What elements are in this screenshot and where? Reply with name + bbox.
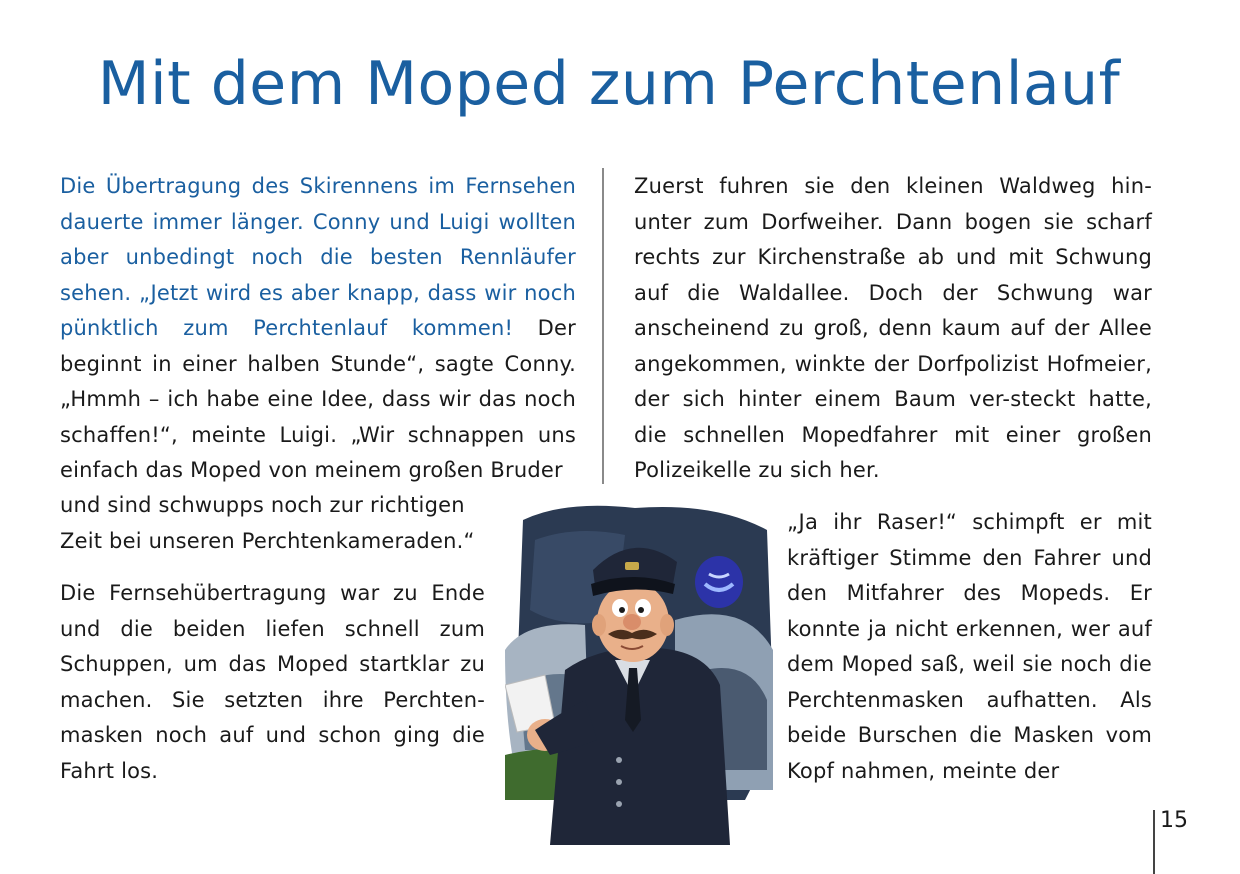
page-title: Mit dem Moped zum Perchtenlauf <box>97 49 1121 119</box>
paragraph-waldweg: Zuerst fuhren sie den kleinen Waldweg hin-unter zum Dorfweiher. Dann bogen sie scharf rechts zur Kirchenstraße ab und mit Schwung auf die Waldallee. Doch der Schwung war anscheinend zu groß, denn kaum auf der Allee angekommen, winkte der Dorfpolizist Hofmeier, der sich hinter einem Baum ver-steckt hatte, die schnellen Mopedfahrer mit einer großen Polizeikelle zu sich her. <box>634 174 1152 482</box>
page-number: 15 <box>1160 808 1188 833</box>
column-divider <box>602 168 604 484</box>
intro-blue-text: Die Übertragung des Skirennens im Fernsehen dauerte immer länger. Conny und Luigi wollten aber unbedingt noch die besten Rennläufer sehen. „Jetzt wird es aber knapp, dass wir noch pünktlich zum Perchtenlauf kommen! <box>60 174 576 340</box>
right-column-paragraph-2 <box>787 505 1152 789</box>
intro-continued-text: und sind schwupps noch zur richtigen Zeit bei unseren Perchtenkameraden.“ <box>60 493 475 553</box>
left-column-intro <box>60 169 576 489</box>
page-number-rule <box>1153 810 1155 874</box>
paragraph-raser: „Ja ihr Raser!“ schimpft er mit kräftiger Stimme den Fahrer und den Mitfahrer des Mopeds. Er konnte ja nicht erkennen, wer auf dem Moped saß, weil sie noch die Perchtenmasken aufhatten. Als beide Burschen die Masken vom Kopf nahmen, meinte der <box>787 510 1152 783</box>
left-column-intro-continued <box>60 488 485 559</box>
intro-paragraph <box>60 169 576 489</box>
policeman-illustration <box>505 500 775 845</box>
paragraph-fernsehuebertragung: Die Fernsehübertragung war zu Ende und die beiden liefen schnell zum Schuppen, um das Moped startklar zu machen. Sie setzten ihre Perchten-masken noch auf und schon ging die Fahrt los. <box>60 581 485 783</box>
intro-black-text: Der beginnt in einer halben Stunde“, sagte Conny. „Hmmh – ich habe eine Idee, dass wir das noch schaffen!“, meinte Luigi. „Wir schnappen uns einfach das Moped von meinem großen Bruder <box>60 316 576 482</box>
right-column-paragraph-1 <box>634 169 1152 489</box>
left-column-paragraph-2 <box>60 576 485 789</box>
